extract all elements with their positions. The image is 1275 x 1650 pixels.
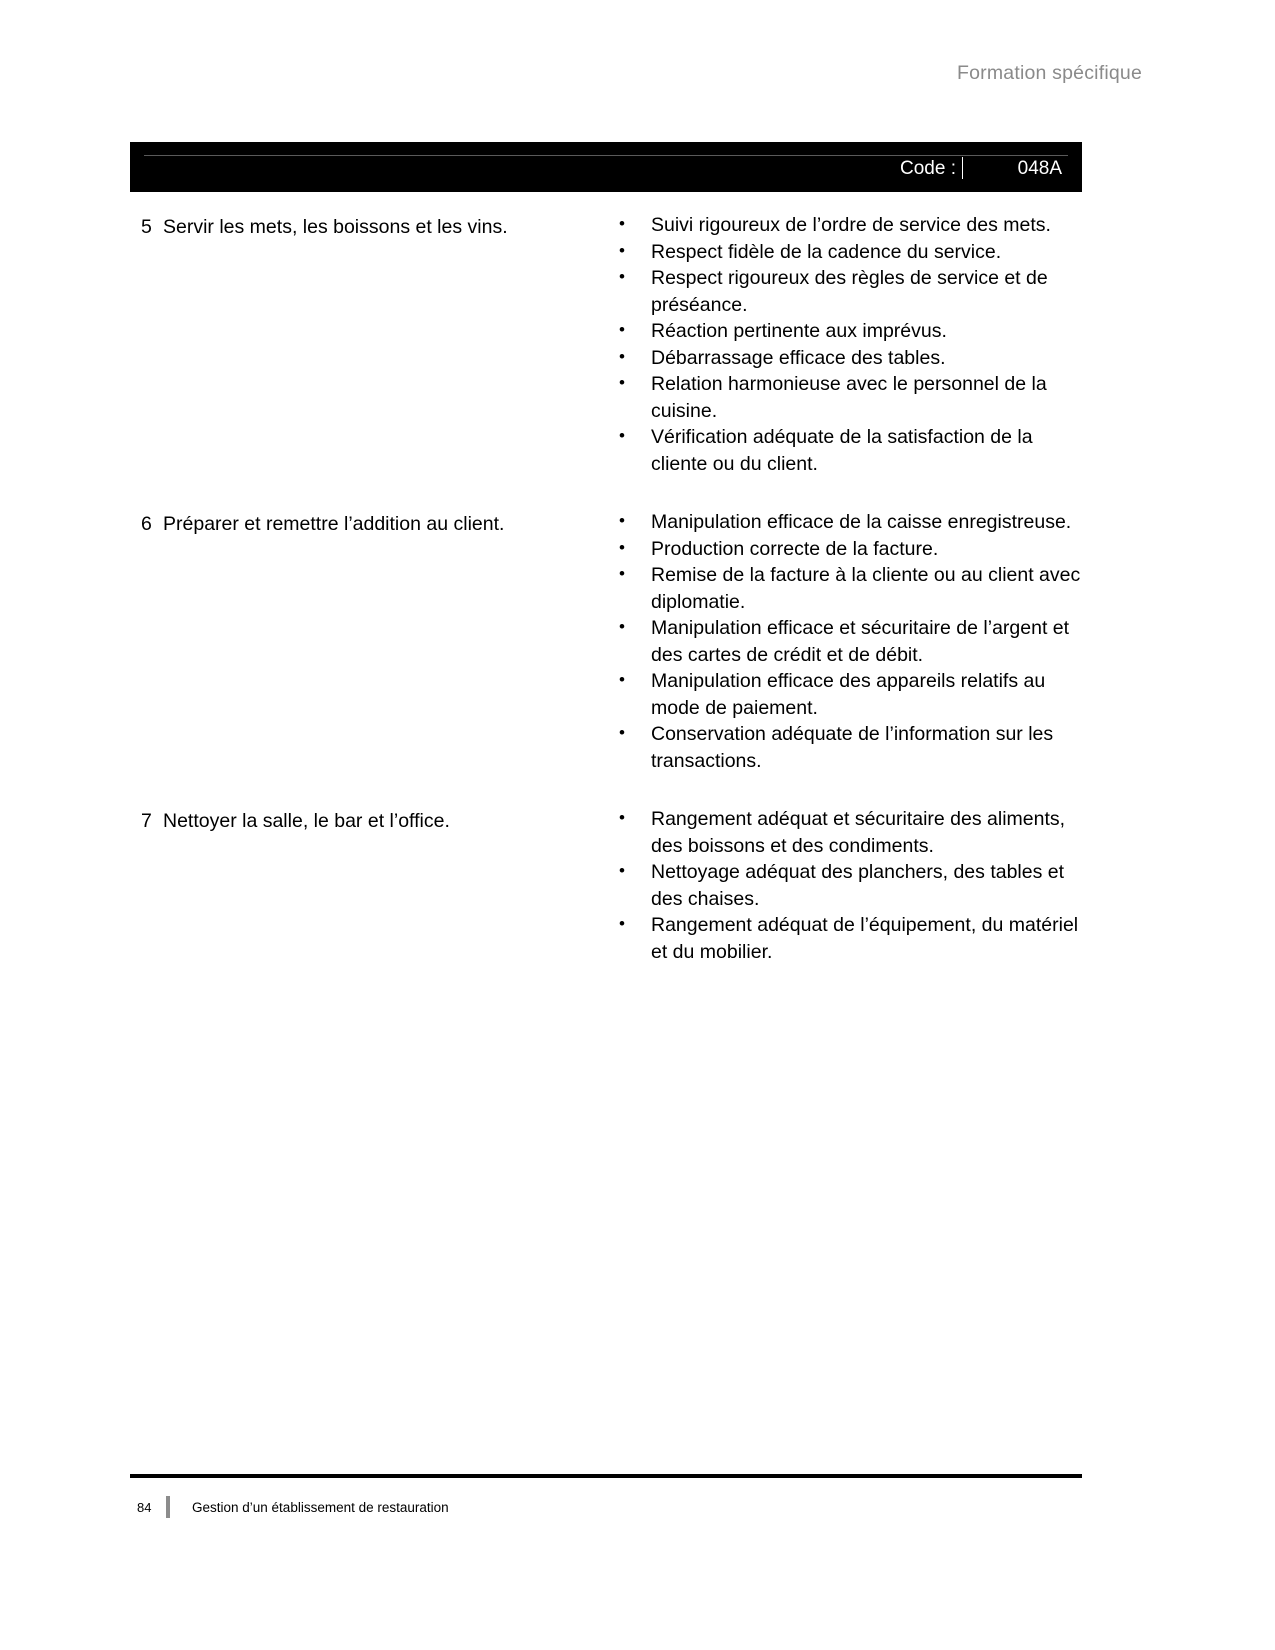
list-item — [611, 536, 1090, 563]
bullet-icon: • — [619, 511, 625, 530]
criteria-list — [611, 806, 1090, 965]
criterion-text: Remise de la facture à la cliente ou au client avec diplomatie. — [651, 564, 1081, 613]
list-item — [611, 212, 1090, 239]
criteria-list — [611, 212, 1090, 477]
footer-divider — [130, 1474, 1082, 1478]
bullet-icon: • — [619, 267, 625, 286]
page-header-title: Formation spécifique — [956, 62, 1142, 84]
criterion-text: Rangement adéquat et sécuritaire des aliments, des boissons et des condiments. — [651, 808, 1066, 857]
task-label: Nettoyer la salle, le bar et l’office. — [163, 810, 450, 832]
table-row — [130, 509, 1090, 774]
criterion-text: Manipulation efficace et sécuritaire de l’argent et des cartes de crédit et de débit. — [651, 617, 1070, 666]
list-item — [611, 371, 1090, 424]
task-cell — [130, 212, 608, 241]
competency-table — [130, 212, 1090, 997]
criterion-text: Nettoyage adéquat des planchers, des tables et des chaises. — [651, 861, 1065, 910]
criterion-text: Manipulation efficace des appareils relatifs au mode de paiement. — [651, 670, 1046, 719]
task-cell — [130, 806, 608, 835]
criterion-text: Production correcte de la facture. — [651, 537, 939, 560]
bullet-icon: • — [619, 670, 625, 689]
bullet-icon: • — [619, 240, 625, 260]
bullet-icon: • — [619, 914, 625, 933]
task-label: Servir les mets, les boissons et les vins. — [163, 216, 508, 238]
task-number: 6 — [141, 513, 152, 535]
task-number: 7 — [141, 810, 152, 832]
criterion-text: Manipulation efficace de la caisse enregistreuse. — [651, 511, 1072, 533]
code-label: Code : — [900, 158, 956, 179]
code-bar — [130, 142, 1082, 192]
bullet-icon: • — [619, 346, 625, 366]
footer-title: Gestion d’un établissement de restauration — [192, 1499, 449, 1515]
criteria-list — [611, 509, 1090, 774]
list-item — [611, 615, 1090, 668]
list-item — [611, 912, 1090, 965]
list-item — [611, 239, 1090, 266]
criterion-text: Vérification adéquate de la satisfaction de la cliente ou du client. — [651, 426, 1033, 475]
criterion-text: Débarrassage efficace des tables. — [651, 346, 946, 369]
list-item — [611, 806, 1090, 859]
task-label: Préparer et remettre l’addition au client. — [163, 513, 505, 535]
bullet-icon: • — [619, 861, 625, 880]
task-cell — [130, 509, 608, 538]
list-item — [611, 265, 1090, 318]
code-bar-rule — [144, 155, 1068, 156]
list-item — [611, 859, 1090, 912]
code-value: 048A — [1017, 158, 1062, 179]
bullet-icon: • — [619, 320, 625, 339]
criterion-text: Rangement adéquat de l’équipement, du matériel et du mobilier. — [651, 914, 1079, 963]
list-item — [611, 721, 1090, 774]
bullet-icon: • — [619, 723, 625, 742]
criterion-text: Réaction pertinente aux imprévus. — [651, 320, 947, 342]
list-item — [611, 424, 1090, 477]
criteria-cell — [608, 806, 1090, 965]
bullet-icon: • — [619, 214, 625, 233]
criterion-text: Relation harmonieuse avec le personnel de la cuisine. — [651, 373, 1047, 422]
table-row — [130, 212, 1090, 477]
list-item — [611, 562, 1090, 615]
criterion-text: Suivi rigoureux de l’ordre de service des mets. — [651, 214, 1051, 236]
criterion-text: Respect fidèle de la cadence du service. — [651, 240, 1002, 263]
footer-tick-mark — [166, 1496, 170, 1518]
code-separator — [962, 157, 963, 179]
bullet-icon: • — [619, 617, 625, 636]
page-footer — [130, 1492, 1082, 1522]
bullet-icon: • — [619, 426, 625, 445]
bullet-icon: • — [619, 808, 625, 827]
bullet-icon: • — [619, 537, 625, 557]
criterion-text: Conservation adéquate de l’information sur les transactions. — [651, 723, 1054, 772]
page-number: 84 — [137, 1499, 152, 1515]
list-item — [611, 509, 1090, 536]
list-item — [611, 345, 1090, 372]
bullet-icon: • — [619, 564, 625, 583]
bullet-icon: • — [619, 373, 625, 392]
list-item — [611, 318, 1090, 345]
criteria-cell — [608, 509, 1090, 774]
criterion-text: Respect rigoureux des règles de service et de préséance. — [651, 267, 1048, 316]
criteria-cell — [608, 212, 1090, 477]
list-item — [611, 668, 1090, 721]
task-number: 5 — [141, 216, 152, 238]
table-row — [130, 806, 1090, 965]
